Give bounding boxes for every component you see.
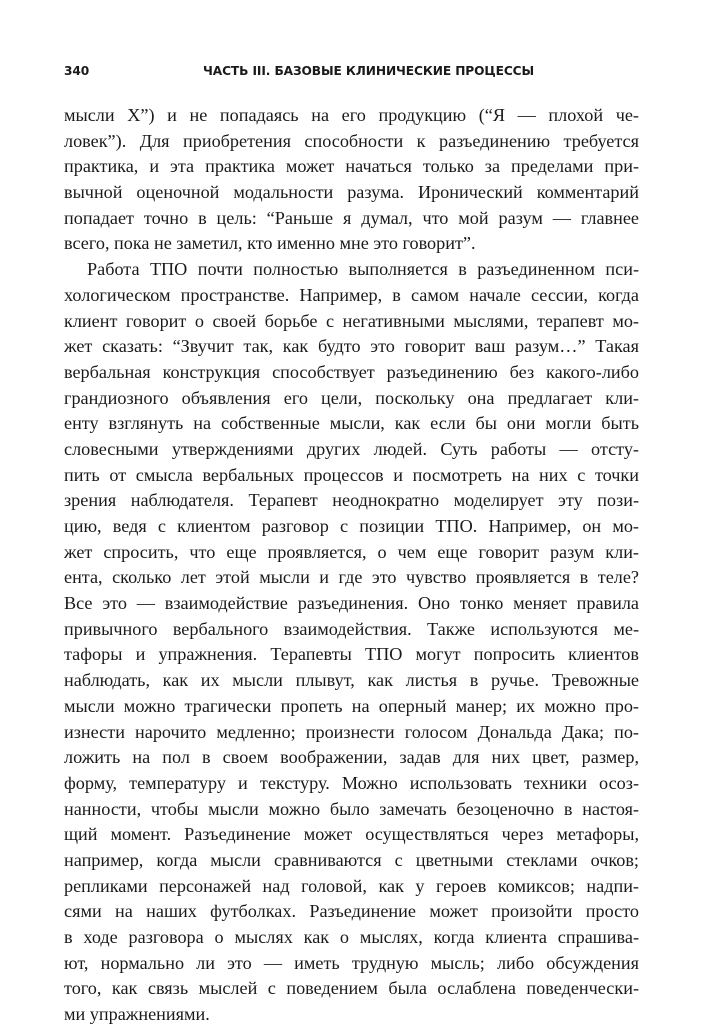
text-line: клиент говорит о своей борьбе с негативными мыслями, терапевт мо- <box>64 310 639 331</box>
body-text <box>64 103 639 1028</box>
text-line: например, когда мысли сравниваются с цветными стеклами очков; <box>64 849 639 870</box>
page-header <box>64 64 639 84</box>
text-line: того, как связь мыслей с поведением была ослаблена поведенчески- <box>64 978 639 999</box>
text-line: ют, нормально ли это — иметь трудную мысль; либо обсуждения <box>64 952 639 973</box>
text-line: ми упражнениями. <box>64 1004 210 1025</box>
text-line: Работа ТПО почти полностью выполняется в разъединенном пси- <box>87 259 639 280</box>
running-head: ЧАСТЬ III. БАЗОВЫЕ КЛИНИЧЕСКИЕ ПРОЦЕССЫ <box>203 64 535 78</box>
text-line: енту взглянуть на собственные мысли, как если бы они могли быть <box>64 413 639 434</box>
text-line: щий момент. Разъединение может осуществляться через метафоры, <box>64 824 639 845</box>
text-line: вычной оценочной модальности разума. Иронический комментарий <box>64 182 639 203</box>
text-line: нанности, чтобы мысли можно было замечать безоценочно в настоя- <box>64 798 639 819</box>
text-line: ложить на пол в своем воображении, задав для них цвет, размер, <box>64 747 639 768</box>
text-line: Все это — взаимодействие разъединения. Оно тонко меняет правила <box>64 593 639 614</box>
text-line: пить от смысла вербальных процессов и посмотреть на них с точки <box>64 464 639 485</box>
text-line: репликами персонажей над головой, как у героев комиксов; надпи- <box>64 875 639 896</box>
text-line: жет сказать: “Звучит так, как будто это говорит ваш разум…” Такая <box>64 336 639 357</box>
text-line: сями на наших футболках. Разъединение может произойти просто <box>64 901 639 922</box>
text-line: привычного вербального взаимодействия. Также используются ме- <box>64 618 639 639</box>
text-line: попадает точно в цель: “Раньше я думал, что мой разум — главнее <box>64 207 639 228</box>
text-line: тафоры и упражнения. Терапевты ТПО могут попросить клиентов <box>64 644 639 665</box>
page-number: 340 <box>64 64 90 78</box>
text-line: мысли X”) и не попадаясь на его продукцию (“Я — плохой че- <box>64 105 639 125</box>
text-line: жет спросить, что еще проявляется, о чем еще говорит разум кли- <box>64 541 639 562</box>
text-line: вербальная конструкция способствует разъединению без какого-либо <box>64 361 639 382</box>
text-line: ента, сколько лет этой мысли и где это чувство проявляется в теле? <box>64 567 639 588</box>
text-line: зрения наблюдателя. Терапевт неоднократно моделирует эту пози- <box>64 490 639 511</box>
text-line: цию, ведя с клиентом разговор с позиции ТПО. Например, он мо- <box>64 516 639 536</box>
text-line: в ходе разговора о мыслях как о мыслях, когда клиента спрашива- <box>64 927 639 947</box>
text-line: изнести нарочито медленно; произнести голосом Дональда Дака; по- <box>64 721 639 742</box>
text-line: практика, и эта практика может начаться только за пределами при- <box>64 156 639 177</box>
text-line: форму, температуру и текстуру. Можно использовать техники осоз- <box>64 772 639 793</box>
text-line: всего, пока не заметил, кто именно мне это говорит”. <box>64 233 476 254</box>
text-line: ловек”). Для приобретения способности к разъединению требуется <box>64 130 639 151</box>
text-line: словесными утверждениями других людей. Суть работы — отсту- <box>64 438 639 459</box>
text-line: мысли можно трагически пропеть на оперный манер; их можно про- <box>64 695 639 716</box>
text-line: хологическом пространстве. Например, в самом начале сессии, когда <box>64 284 639 305</box>
text-line: грандиозного объявления его цели, поскольку она предлагает кли- <box>64 387 639 408</box>
text-line: наблюдать, как их мысли плывут, как листья в ручье. Тревожные <box>64 670 639 691</box>
